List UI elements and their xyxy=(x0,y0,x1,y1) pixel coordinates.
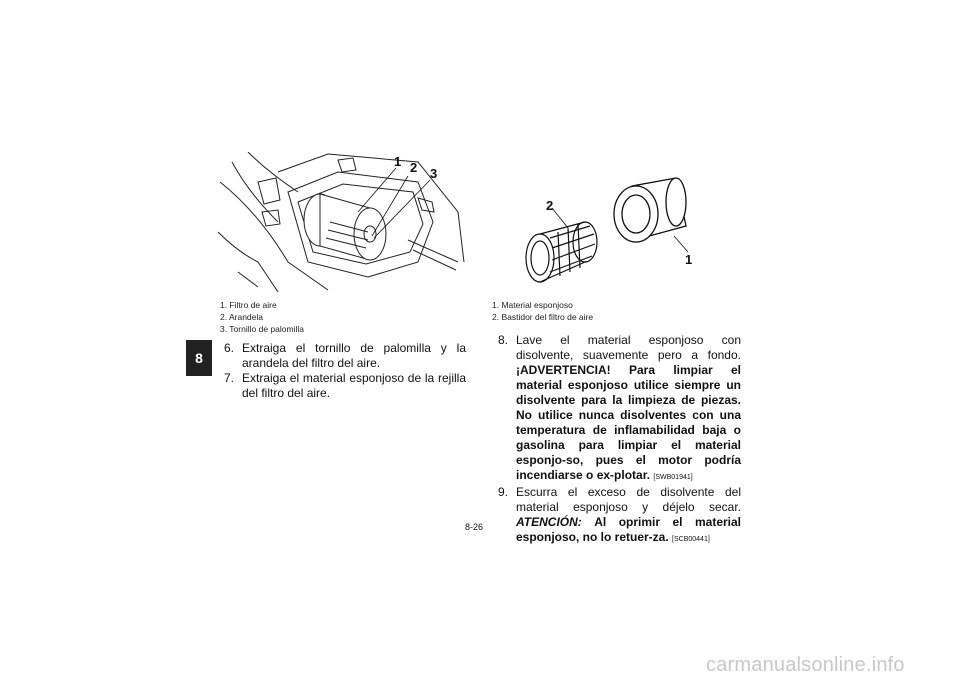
step-text: Extraiga el material esponjoso de la rejilla del filtro del aire. xyxy=(242,371,466,400)
step-9 xyxy=(490,485,741,547)
sponge-filter-illustration xyxy=(490,172,700,292)
callout-2: 2 xyxy=(546,198,554,213)
callout-1: 1 xyxy=(394,154,402,169)
filter-parts-drawing xyxy=(490,172,700,292)
caution-code: [SCB00441] xyxy=(672,536,710,543)
step-number: 7. xyxy=(224,371,235,385)
right-steps xyxy=(490,333,741,547)
chapter-tab: 8 xyxy=(186,340,212,376)
right-figure-caption xyxy=(492,299,593,323)
page-number: 8-26 xyxy=(465,522,484,532)
caution-text: Al oprimir el material esponjoso, no lo retuer-za. xyxy=(516,515,741,544)
warning-code: [SWB01941] xyxy=(653,474,693,481)
step-number: 9. xyxy=(498,485,509,499)
callout-2: 2 xyxy=(410,160,418,175)
caption-item: 3. Tornillo de palomilla xyxy=(220,324,304,334)
air-filter-illustration xyxy=(218,152,466,292)
left-steps xyxy=(216,341,466,401)
callout-3: 3 xyxy=(430,166,438,181)
step-6 xyxy=(216,341,466,371)
step-number: 6. xyxy=(224,341,235,355)
watermark: carmanualsonline.info xyxy=(706,654,905,676)
step-7 xyxy=(216,371,466,401)
left-figure-caption xyxy=(220,299,304,335)
warning-text: ¡ADVERTENCIA! Para limpiar el material esponjoso utilice siempre un disolvente para la limpieza de piezas. No utilice nunca disolventes con una temperatura de inflamabilidad baja o gasolina para limpiar el material esponjo-so, pues el motor podría incendiarse o ex-plotar. xyxy=(516,363,741,482)
caution-label: ATENCIÓN: xyxy=(516,515,582,529)
step-8 xyxy=(490,333,741,485)
caption-item: 1. Filtro de aire xyxy=(220,300,277,310)
step-text: Escurra el exceso de disolvente del material esponjoso y déjelo secar. xyxy=(516,485,741,514)
caption-item: 1. Material esponjoso xyxy=(492,300,573,310)
air-filter-box-drawing xyxy=(218,152,466,292)
step-text: Extraiga el tornillo de palomilla y la arandela del filtro del aire. xyxy=(242,341,466,370)
step-number: 8. xyxy=(498,333,509,347)
step-text: Lave el material esponjoso con disolvente, suavemente pero a fondo. xyxy=(516,333,741,362)
caption-item: 2. Arandela xyxy=(220,312,264,322)
callout-1: 1 xyxy=(685,252,693,267)
caption-item: 2. Bastidor del filtro de aire xyxy=(492,312,594,322)
